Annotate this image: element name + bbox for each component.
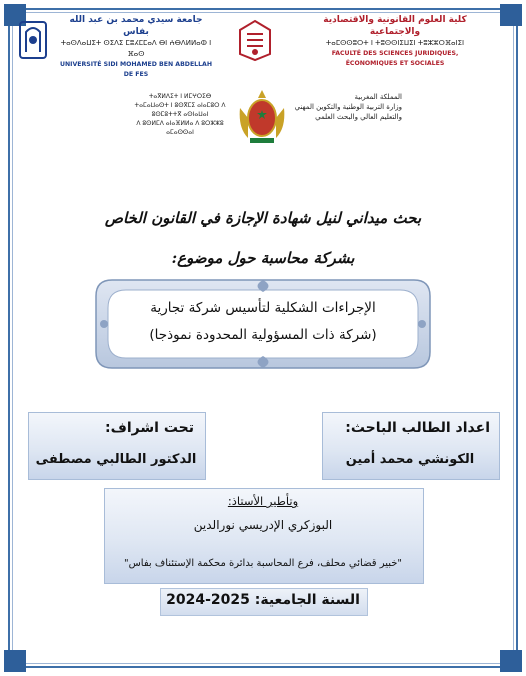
faculty-header [310,14,480,74]
director-name: الدكتور الطالبي مصطفى [35,452,197,467]
ministry-tifinagh [130,92,230,152]
university-header [56,14,216,78]
ministry-arabic-line: وزارة التربية الوطنية والتكوين المهني [294,103,402,111]
ministry-tifinagh-line: ⵜⴰⵎⴰⵡⴰⵙⵜ ⵏ ⵓⵙⴳⵎⵉ ⴰⵏⴰⵎⵓⵔ ⴷ ⵓⵙⵎⵓⵜⵜⴳ ⴰⵙⵏⴰⵡⴰⵏ [134,102,226,118]
ministry-arabic [292,92,402,152]
supervisor-heading: وتأطير الأستاذ: [227,494,299,508]
thesis-title: بحث ميداني لنيل شهادة الإجازة في القانون الخاص [104,209,422,227]
corner-ornament [4,650,26,672]
faculty-name-french: FACULTÉ DES SCIENCES JURIDIQUES, ÉCONOMIQUES ET SOCIALES [331,50,459,67]
corner-ornament [500,650,522,672]
moroccan-coat-of-arms-icon [236,88,288,146]
academic-year: السنة الجامعية: 2025-2024 [166,592,360,608]
director-heading: تحت اشراف: [105,420,194,436]
topic-line-1: الإجراءات الشكلية لتأسيس شركة تجارية [150,300,376,316]
ministry-tifinagh-line: ⴷ ⵓⵙⵍⵎⴷ ⴰⵏⴰⴼⵍⵍⴰ ⴷ ⵓⵔⵣⵣⵓ ⴰⵎⴰⵙⵙⴰⵏ [136,120,224,136]
ministry-arabic-line: والتعليم العالي والبحث العلمي [315,113,402,121]
student-heading: اعداد الطالب الباحث: [345,420,490,436]
faculty-name-arabic: كلية العلوم القانونية والاقتصادية والاجتماعية [323,15,467,37]
supervisor-title: "خبير قضائي محلف، فرع المحاسبة بدائرة محكمة الإستئناف بفاس" [123,558,403,569]
student-name: الكونشي محمد أمين [345,452,475,467]
faculty-name-tifinagh: ⵜⴰⵎⵙⵙⵓⵔⵜ ⵏ ⵜⵓⵙⵙⵏⵉⵡⵉⵏ ⵜⵓⵣⵣⵔⴼⴰⵏⵉⵏ [325,39,465,47]
supervisor-name: البوزكري الإدريسي نورالدين [193,518,333,532]
university-name-tifinagh: ⵜⴰⵙⴷⴰⵡⵉⵜ ⵙⵉⴷⵉ ⵎⵓⵃⵎⵎⴰⴷ ⴱⵏ ⵄⴱⴷⵍⵍⴰⵀ ⵏ ⴼⴰⵙ [60,39,212,58]
university-logo-icon [14,18,52,62]
ministry-arabic-line: المملكة المغربية [354,93,402,101]
university-name-arabic: جامعة سيدي محمد بن عبد الله بفاس [69,15,203,37]
topic-ornament-frame [92,276,434,372]
topic-line-2: (شركة ذات المسؤولية المحدودة نموذجا) [149,327,377,343]
corner-ornament [500,4,522,26]
thesis-subtitle: بشركة محاسبة حول موضوع: [171,249,355,267]
ministry-tifinagh-line: ⵜⴰⴳⵍⴷⵉⵜ ⵏ ⵍⵎⵖⵔⵉⴱ [148,93,212,100]
faculty-logo-icon [236,18,274,62]
university-name-french: UNIVERSITÉ SIDI MOHAMED BEN ABDELLAH DE FES [59,61,213,78]
